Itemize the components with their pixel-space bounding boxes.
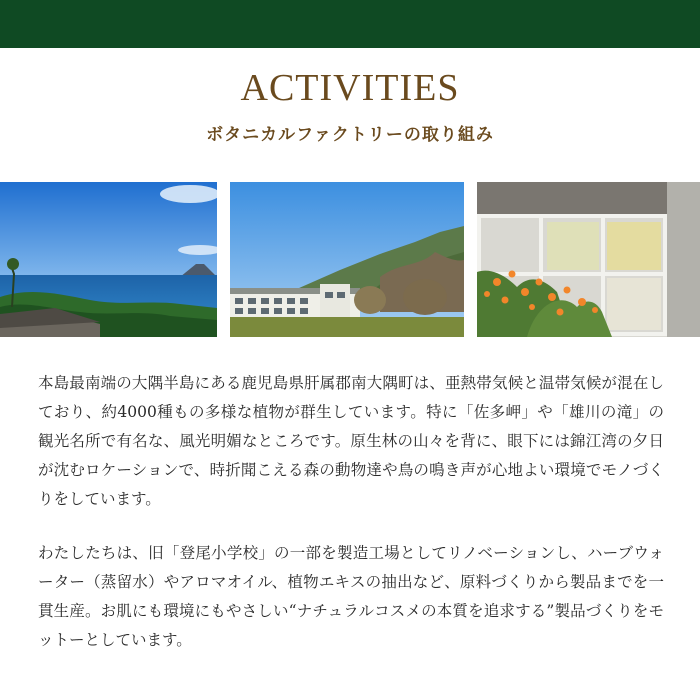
ocean-coast-photo [0,182,217,337]
page-subtitle: ボタニカルファクトリーの取り組み [206,125,494,145]
body-paragraph-factory: わたしたちは、旧「登尾小学校」の一部を製造工場としてリノベーションし、ハーブウォーター（蒸留水）やアロマオイル、植物エキスの抽出など、原料づくりから製品までを一貫生産。お肌にも環境にもやさしい“ナチュラルコスメの本質を追求する”製品づくりをモットーとしています。 [38,544,664,649]
page-title: ACTIVITIES [240,67,460,109]
top-banner-bar [0,0,700,48]
factory-window-flowers-photo [477,182,700,337]
school-building-photo [230,182,464,337]
body-paragraph-location: 本島最南端の大隅半島にある鹿児島県肝属郡南大隅町は、亜熱帯気候と温帯気候が混在しており、約4000種もの多様な植物が群生しています。特に「佐多岬」や「雄川の滝」の観光名所で有名な、風光明媚なところです。原生林の山々を背に、眼下には錦江湾の夕日が沈むロケーションで、時折聞こえる森の動物達や鳥の鳴き声が心地よい環境でモノづくりをしています。 [38,374,664,508]
